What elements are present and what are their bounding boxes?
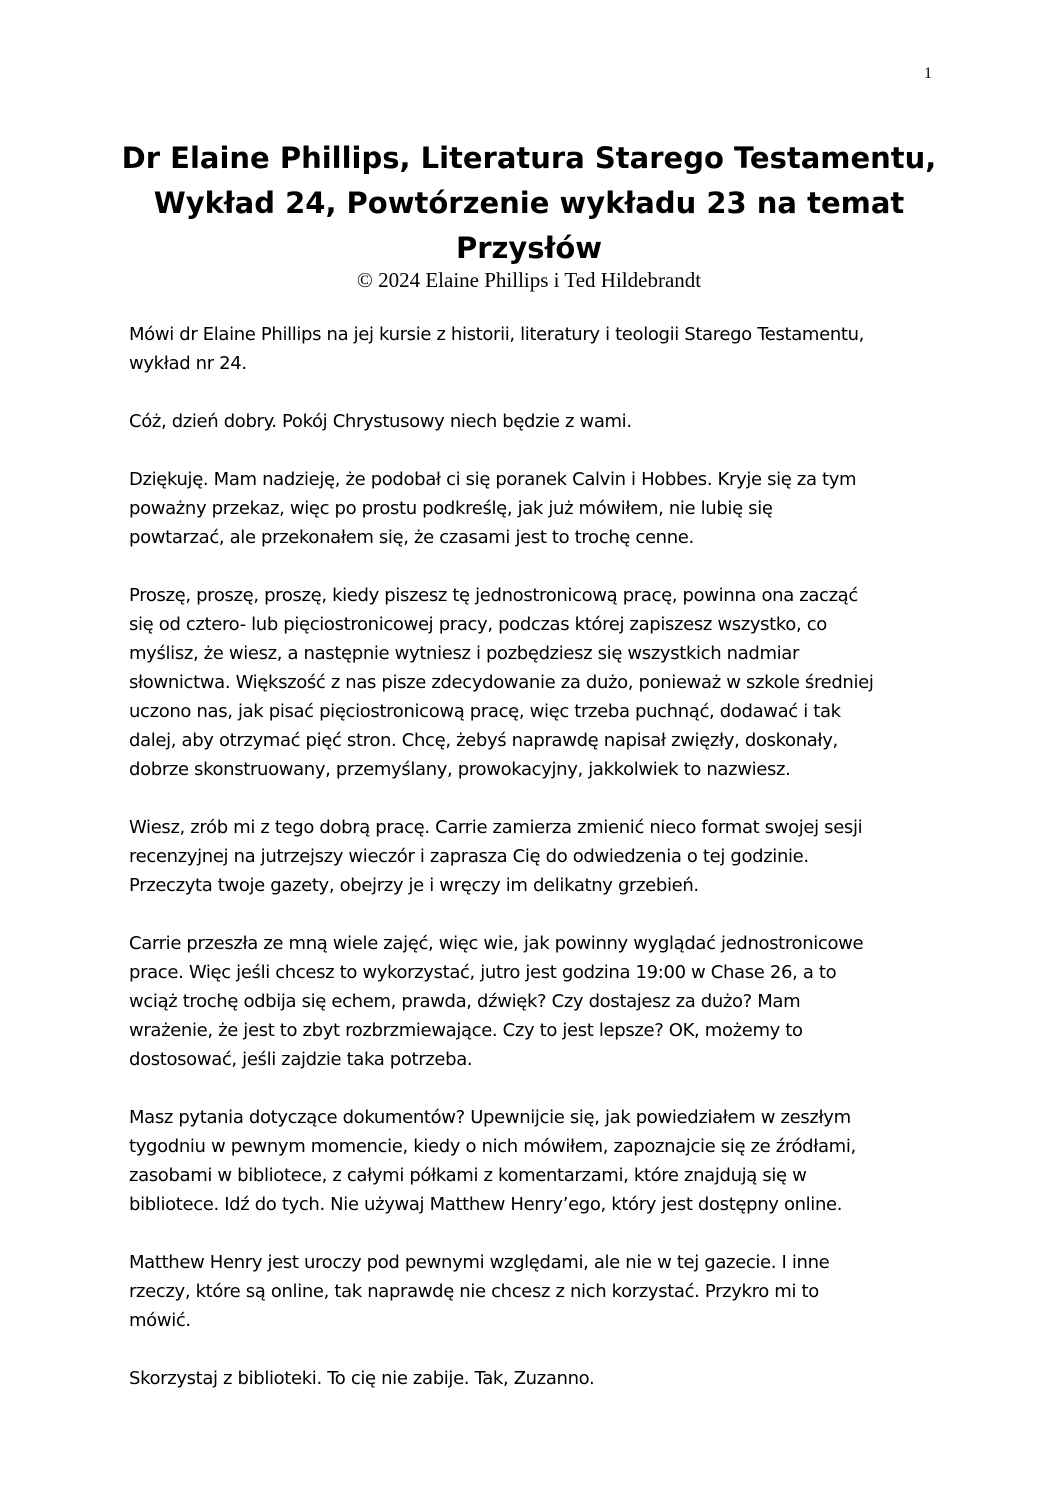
paragraph-line: Mówi dr Elaine Phillips na jej kursie z historii, literatury i teologii Starego Testamentu, (129, 324, 865, 345)
paragraph-line: Dziękuję. Mam nadzieję, że podobał ci się poranek Calvin i Hobbes. Kryje się za tym (129, 469, 857, 490)
paragraph (129, 581, 949, 784)
paragraph (129, 813, 949, 900)
title-line: Dr Elaine Phillips, Literatura Starego Testamentu, (121, 141, 937, 175)
paragraph-line: Proszę, proszę, proszę, kiedy piszesz tę jednostronicową pracę, powinna ona zacząć (129, 585, 858, 606)
paragraph-line: dobrze skonstruowany, przemyślany, prowokacyjny, jakkolwiek to nazwiesz. (129, 759, 791, 780)
paragraph-line: Wiesz, zrób mi z tego dobrą pracę. Carrie zamierza zmienić nieco format swojej sesji (129, 817, 863, 838)
paragraph (129, 1248, 949, 1335)
paragraph-line: słownictwa. Większość z nas pisze zdecydowanie za dużo, ponieważ w szkole średniej (129, 672, 874, 693)
paragraph (129, 1364, 949, 1393)
paragraph-line: myślisz, że wiesz, a następnie wytniesz i pozbędziesz się wszystkich nadmiar (129, 643, 800, 664)
paragraph-line: bibliotece. Idź do tych. Nie używaj Matthew Henry’ego, który jest dostępny online. (129, 1194, 843, 1215)
paragraph-line: wrażenie, że jest to zbyt rozbrzmiewające. Czy to jest lepsze? OK, możemy to (129, 1020, 803, 1041)
paragraph (129, 407, 949, 436)
paragraph-line: wciąż trochę odbija się echem, prawda, dźwięk? Czy dostajesz za dużo? Mam (129, 991, 801, 1012)
paragraph-line: mówić. (129, 1310, 191, 1331)
paragraph-line: Cóż, dzień dobry. Pokój Chrystusowy niech będzie z wami. (129, 411, 632, 432)
document-title (90, 136, 968, 271)
copyright-notice: © 2024 Elaine Phillips i Ted Hildebrandt (356, 268, 702, 292)
paragraph-line: powtarzać, ale przekonałem się, że czasami jest to trochę cenne. (129, 527, 694, 548)
paragraph-line: dostosować, jeśli zajdzie taka potrzeba. (129, 1049, 473, 1070)
paragraph (129, 320, 949, 378)
paragraph-line: uczono nas, jak pisać pięciostronicową pracę, więc trzeba puchnąć, dodawać i tak (129, 701, 841, 722)
title-line: Przysłów (455, 231, 603, 265)
transcript-body (129, 320, 949, 1422)
paragraph (129, 929, 949, 1074)
paragraph-line: Skorzystaj z biblioteki. To cię nie zabije. Tak, Zuzanno. (129, 1368, 595, 1389)
paragraph-line: recenzyjnej na jutrzejszy wieczór i zaprasza Cię do odwiedzenia o tej godzinie. (129, 846, 809, 867)
page-number: 1 (924, 65, 932, 82)
paragraph-line: Przeczyta twoje gazety, obejrzy je i wręczy im delikatny grzebień. (129, 875, 699, 896)
paragraph-line: prace. Więc jeśli chcesz to wykorzystać, jutro jest godzina 19:00 w Chase 26, a to (129, 962, 837, 983)
paragraph-line: wykład nr 24. (129, 353, 247, 374)
paragraph-line: zasobami w bibliotece, z całymi półkami z komentarzami, które znajdują się w (129, 1165, 807, 1186)
paragraph-line: tygodniu w pewnym momencie, kiedy o nich mówiłem, zapoznajcie się ze źródłami, (129, 1136, 856, 1157)
paragraph-line: się od cztero- lub pięciostronicowej pracy, podczas której zapiszesz wszystko, co (129, 614, 827, 635)
paragraph-line: Masz pytania dotyczące dokumentów? Upewnijcie się, jak powiedziałem w zeszłym (129, 1107, 851, 1128)
paragraph (129, 465, 949, 552)
paragraph-line: Matthew Henry jest uroczy pod pewnymi względami, ale nie w tej gazecie. I inne (129, 1252, 830, 1273)
paragraph (129, 1103, 949, 1219)
paragraph-line: rzeczy, które są online, tak naprawdę nie chcesz z nich korzystać. Przykro mi to (129, 1281, 819, 1302)
paragraph-line: dalej, aby otrzymać pięć stron. Chcę, żebyś naprawdę napisał zwięzły, doskonały, (129, 730, 838, 751)
title-line: Wykład 24, Powtórzenie wykładu 23 na temat (153, 186, 905, 220)
paragraph-line: poważny przekaz, więc po prostu podkreślę, jak już mówiłem, nie lubię się (129, 498, 773, 519)
paragraph-line: Carrie przeszła ze mną wiele zajęć, więc wie, jak powinny wyglądać jednostronicowe (129, 933, 864, 954)
